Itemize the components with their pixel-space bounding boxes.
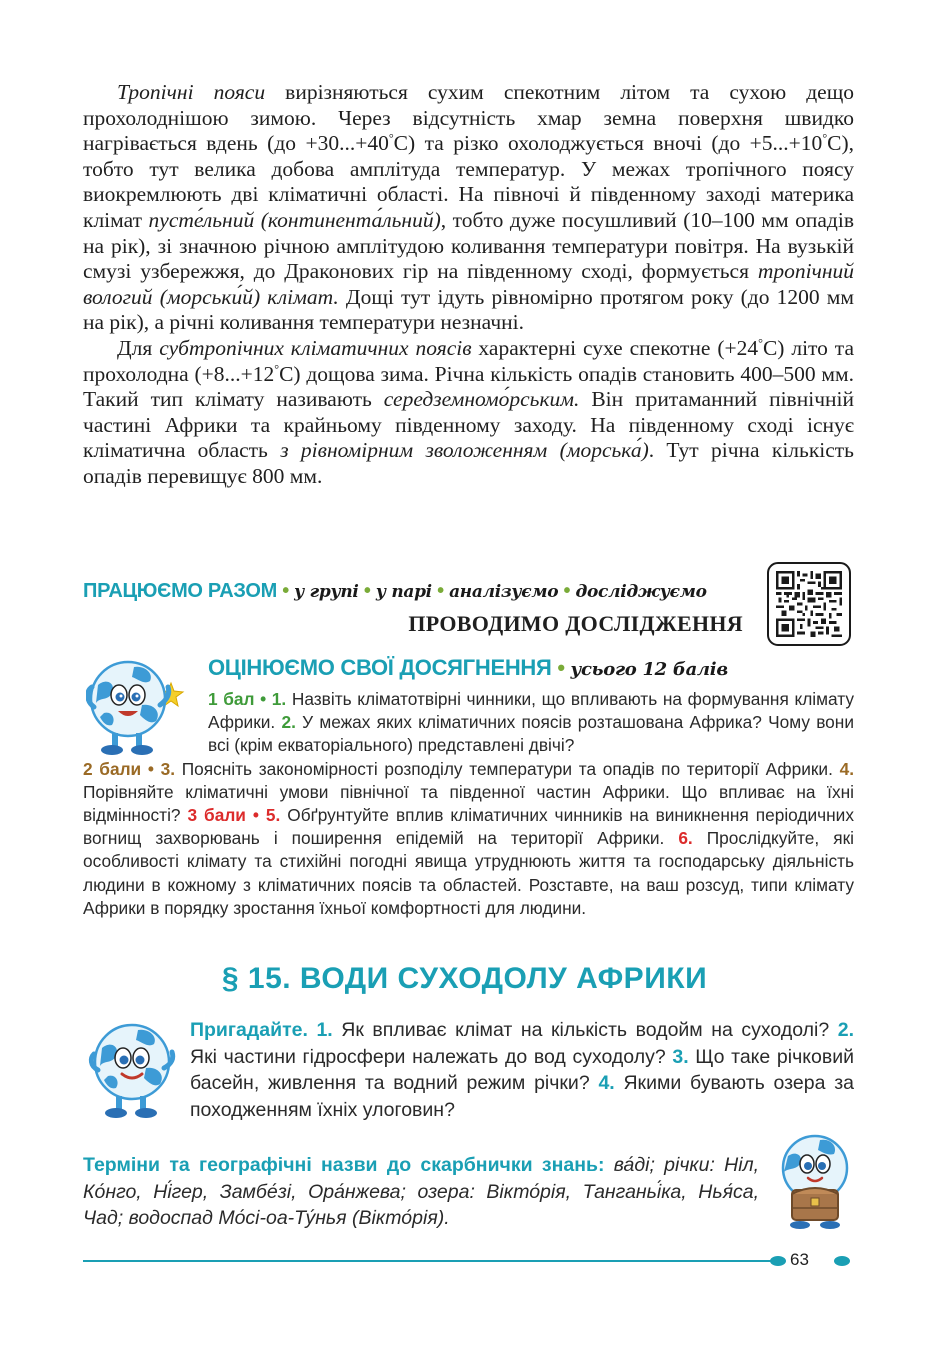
points-3: 3 бали • 5.: [187, 805, 281, 826]
work-together-label: ПРАЦЮЄМО РАЗОМ: [83, 580, 277, 602]
recall-block: Пригадайте. 1. Як впливає клімат на кількість водойм на суходолі? 2. Які частини гідросфери належать до вод суходолу? 3. Що таке річковий басейн, живлення та водний режим річки? 4. Якими бувають озера за походженням їхніх улоговин?: [190, 1019, 855, 1121]
terms-label: Терміни та географічні назви до скарбнички знань:: [83, 1154, 605, 1176]
points-1: 1 бал • 1.: [208, 689, 287, 709]
assessment-heading: ОЦІНЮЄМО СВОЇ ДОСЯГНЕННЯ • усього 12 балів: [208, 655, 728, 680]
qr-code-icon: [776, 571, 842, 637]
tag-research: досліджуємо: [575, 582, 707, 602]
tag-group: у групі: [294, 582, 359, 602]
term-tropical-humid: тропічний вологий (морськи́й) клімат.: [83, 259, 854, 309]
tag-analyze: аналізуємо: [449, 582, 559, 602]
term-tropical-belts: Тропічні пояси: [117, 80, 266, 104]
term-mediterranean: середземномо́рським.: [383, 387, 580, 412]
work-together-line: ПРАЦЮЄМО РАЗОМ • у групі • у парі • аналізуємо • досліджуємо: [83, 580, 707, 602]
research-title: ПРОВОДИМО ДОСЛІДЖЕННЯ: [408, 611, 743, 636]
globe-mascot-icon: [86, 1018, 181, 1120]
assessment-intro: 1 бал • 1. Назвіть кліматотвірні чинники, що впливають на формування клімату Африки. 2. У межах яких кліматичних поясів розташована Африка? Чому вони всі (крім екваторіального) представлені двічі?: [208, 689, 854, 756]
body-text: [83, 80, 854, 490]
paragraph-subtropical: Для субтропічних кліматичних поясів характерні сухе спекотне (+24°С) літо та прохолодна (+8...+12°С) дощова зима. Річна кількість опадів становить 400–500 мм. Такий тип клімату називають середземномо́рським. Він притаманний північній частині Африки та крайньому південному заходу. На південному сході існує кліматична область з рівномірним зволоженням (морська́). Тут річна кількість опадів перевищує 800 мм.: [83, 335, 855, 488]
points-2: 2 бали • 3.: [83, 758, 176, 779]
assessment-total: усього 12 балів: [570, 659, 728, 680]
term-uniform-moisture: з рівномірним зволоженням (морська́): [280, 438, 649, 463]
footer-dot-right-icon: [834, 1256, 850, 1266]
assessment-rest: 2 бали • 3. Поясніть закономірності розподілу температури та опадів по території Африки. 4. Порівняйте кліматичні умови північної та південної частин Африки. Що впливає на їхні відмінності? 3 бали • 5. Обґрунтуйте вплив кліматичних чинників на виникнення періодичних вогнищ захворювань і поширення епідемій на території Африки. 6. Прослідкуйте, які особливості клімату та стихійні погодні явища утруднюють життя та господарську діяльність людини в кожному з кліматичних поясів та областей. Розставте, на ваш розсуд, типи клімату Африки в порядку зростання їхньої комфортності для людини.: [83, 758, 854, 918]
assessment-title: ОЦІНЮЄМО СВОЇ ДОСЯГНЕННЯ: [208, 655, 552, 680]
paragraph-tropical: Тропічні пояси вирізняються сухим спекотним літом та сухою дещо прохолоднішою зимою. Через відсутність хмар земна поверхня швидко нагрівається вдень (до +30...+40°С) та різко охолоджується вночі (до +5...+10°С), тобто тут велика добова амплітуда температур. У межах тропічного поясу виокремлюють дві кліматичні області. На півночі й південному заході материка клімат пусте́льний (континента́льний), тобто дуже посушливий (10–100 мм опадів на рік), зі значною річною амплітудою коливання температури повітря. На вузькій смузі узбережжя, до Драконових гір на південному сході, формується тропічний вологий (морськи́й) клімат. Дощі тут ідуть рівномірно протягом року (до 1200 мм на рік), а річні коливання температури незначні.: [83, 80, 854, 335]
page-number: 63: [790, 1250, 809, 1269]
terms-block: [83, 1152, 759, 1232]
section-title: § 15. ВОДИ СУХОДОЛУ АФРИКИ: [221, 962, 708, 995]
recall-label: Пригадайте.: [190, 1019, 308, 1041]
footer-line: [83, 1260, 773, 1262]
qr-code[interactable]: [767, 562, 851, 646]
term-subtropical-belts: субтропічних кліматичних поясів: [159, 335, 472, 360]
terms-list: ва́ді; річки: Ніл, Ко́нго, Ні́гер, Замбе́зі, Ора́нжева; озера: Вікто́рія, Танганьі́ка, Нья́са, Чад; водоспад Мо́сі-оа-Ту́нья (Вікто́рія).: [83, 1154, 759, 1229]
tag-pair: у парі: [375, 582, 432, 602]
assessment-questions: [83, 688, 854, 920]
work-together-block: [83, 580, 743, 637]
globe-mascot-chest-icon: [770, 1132, 860, 1230]
footer-dot-left-icon: [770, 1256, 786, 1266]
term-desert-climate: пусте́льний (континента́льний): [148, 207, 441, 232]
